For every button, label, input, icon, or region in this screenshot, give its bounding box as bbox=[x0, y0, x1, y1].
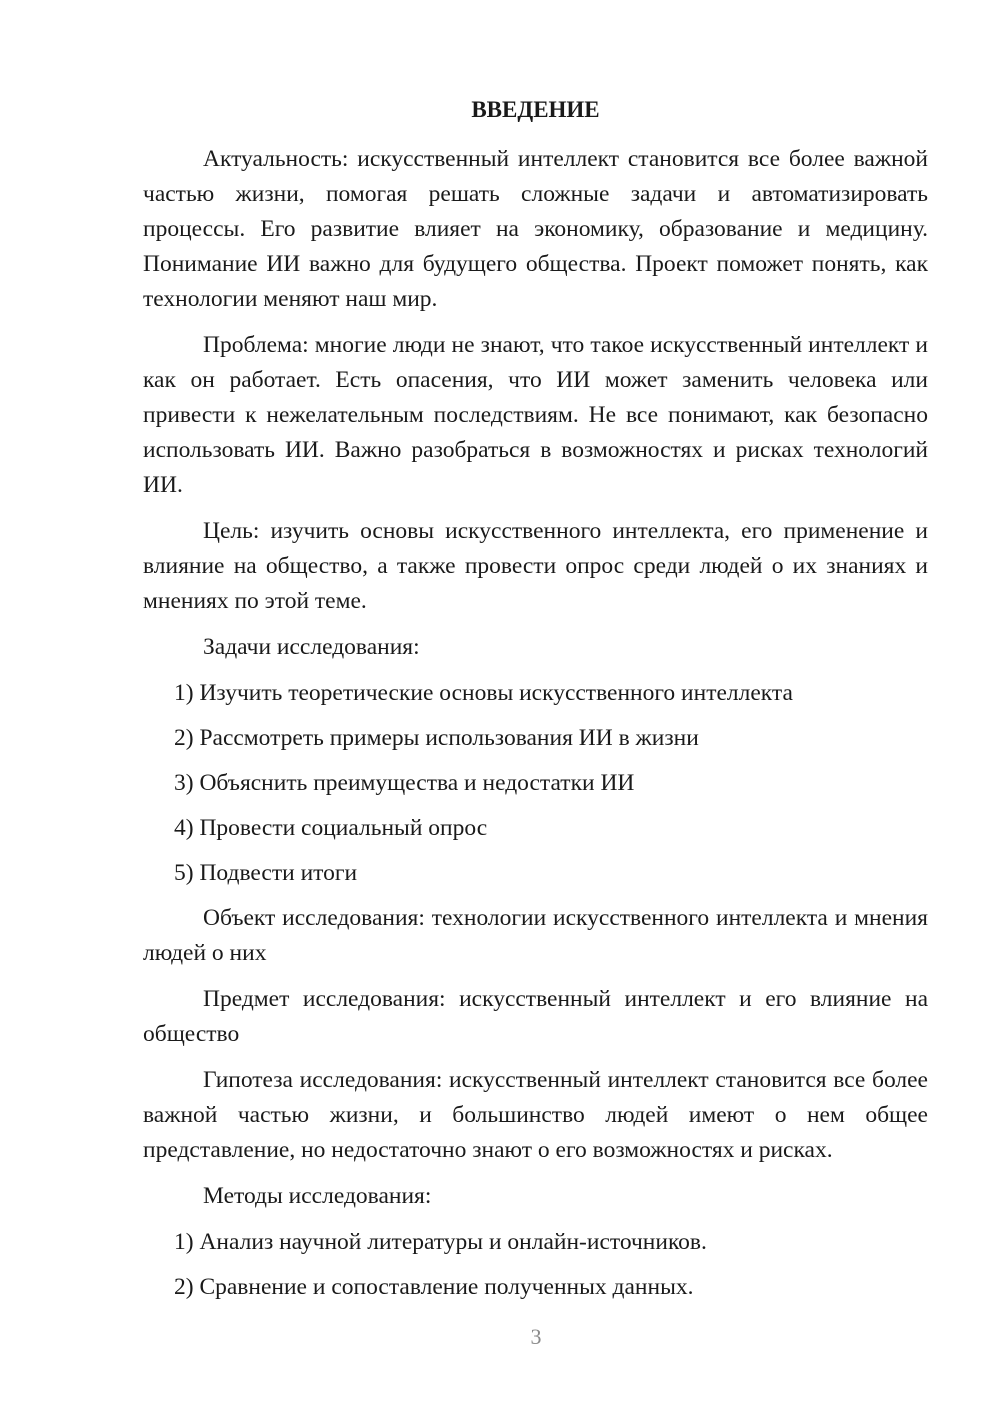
relevance-paragraph: Актуальность: искусственный интеллект становится все более важной частью жизни, помогая решать сложные задачи и автоматизировать процессы. Его развитие влияет на экономику, образование и медицину. Понимание ИИ важно для будущего общества. Проект поможет понять, как технологии меняют наш мир. bbox=[143, 146, 928, 312]
page-number: 3 bbox=[530, 1324, 542, 1349]
task-item: 3) Объяснить преимущества и недостатки ИИ bbox=[174, 770, 635, 796]
method-item: 1) Анализ научной литературы и онлайн-источников. bbox=[174, 1229, 707, 1255]
task-item: 5) Подвести итоги bbox=[174, 860, 358, 886]
object-paragraph: Объект исследования: технологии искусственного интеллекта и мнения людей о них bbox=[143, 905, 928, 966]
task-item: 1) Изучить теоретические основы искусственного интеллекта bbox=[174, 680, 793, 706]
tasks-title: Задачи исследования: bbox=[203, 634, 420, 660]
subject-paragraph: Предмет исследования: искусственный интеллект и его влияние на общество bbox=[143, 986, 928, 1047]
task-item: 4) Провести социальный опрос bbox=[174, 815, 488, 841]
methods-title: Методы исследования: bbox=[203, 1183, 432, 1209]
hypothesis-paragraph: Гипотеза исследования: искусственный интеллект становится все более важной частью жизни, и большинство людей имеют о нем общее представление, но недостаточно знают о его возможностях и рисках. bbox=[143, 1067, 928, 1163]
goal-paragraph: Цель: изучить основы искусственного интеллекта, его применение и влияние на общество, а также провести опрос среди людей о их знаниях и мнениях по этой теме. bbox=[143, 518, 928, 614]
section-heading: ВВЕДЕНИЕ bbox=[471, 97, 600, 122]
problem-paragraph: Проблема: многие люди не знают, что такое искусственный интеллект и как он работает. Есть опасения, что ИИ может заменить человека или привести к нежелательным последствиям. Не все понимают, как безопасно использовать ИИ. Важно разобраться в возможностях и рисках технологий ИИ. bbox=[143, 332, 928, 498]
method-item: 2) Сравнение и сопоставление полученных данных. bbox=[174, 1274, 694, 1300]
task-item: 2) Рассмотреть примеры использования ИИ в жизни bbox=[174, 725, 699, 751]
document-body bbox=[143, 95, 928, 1315]
